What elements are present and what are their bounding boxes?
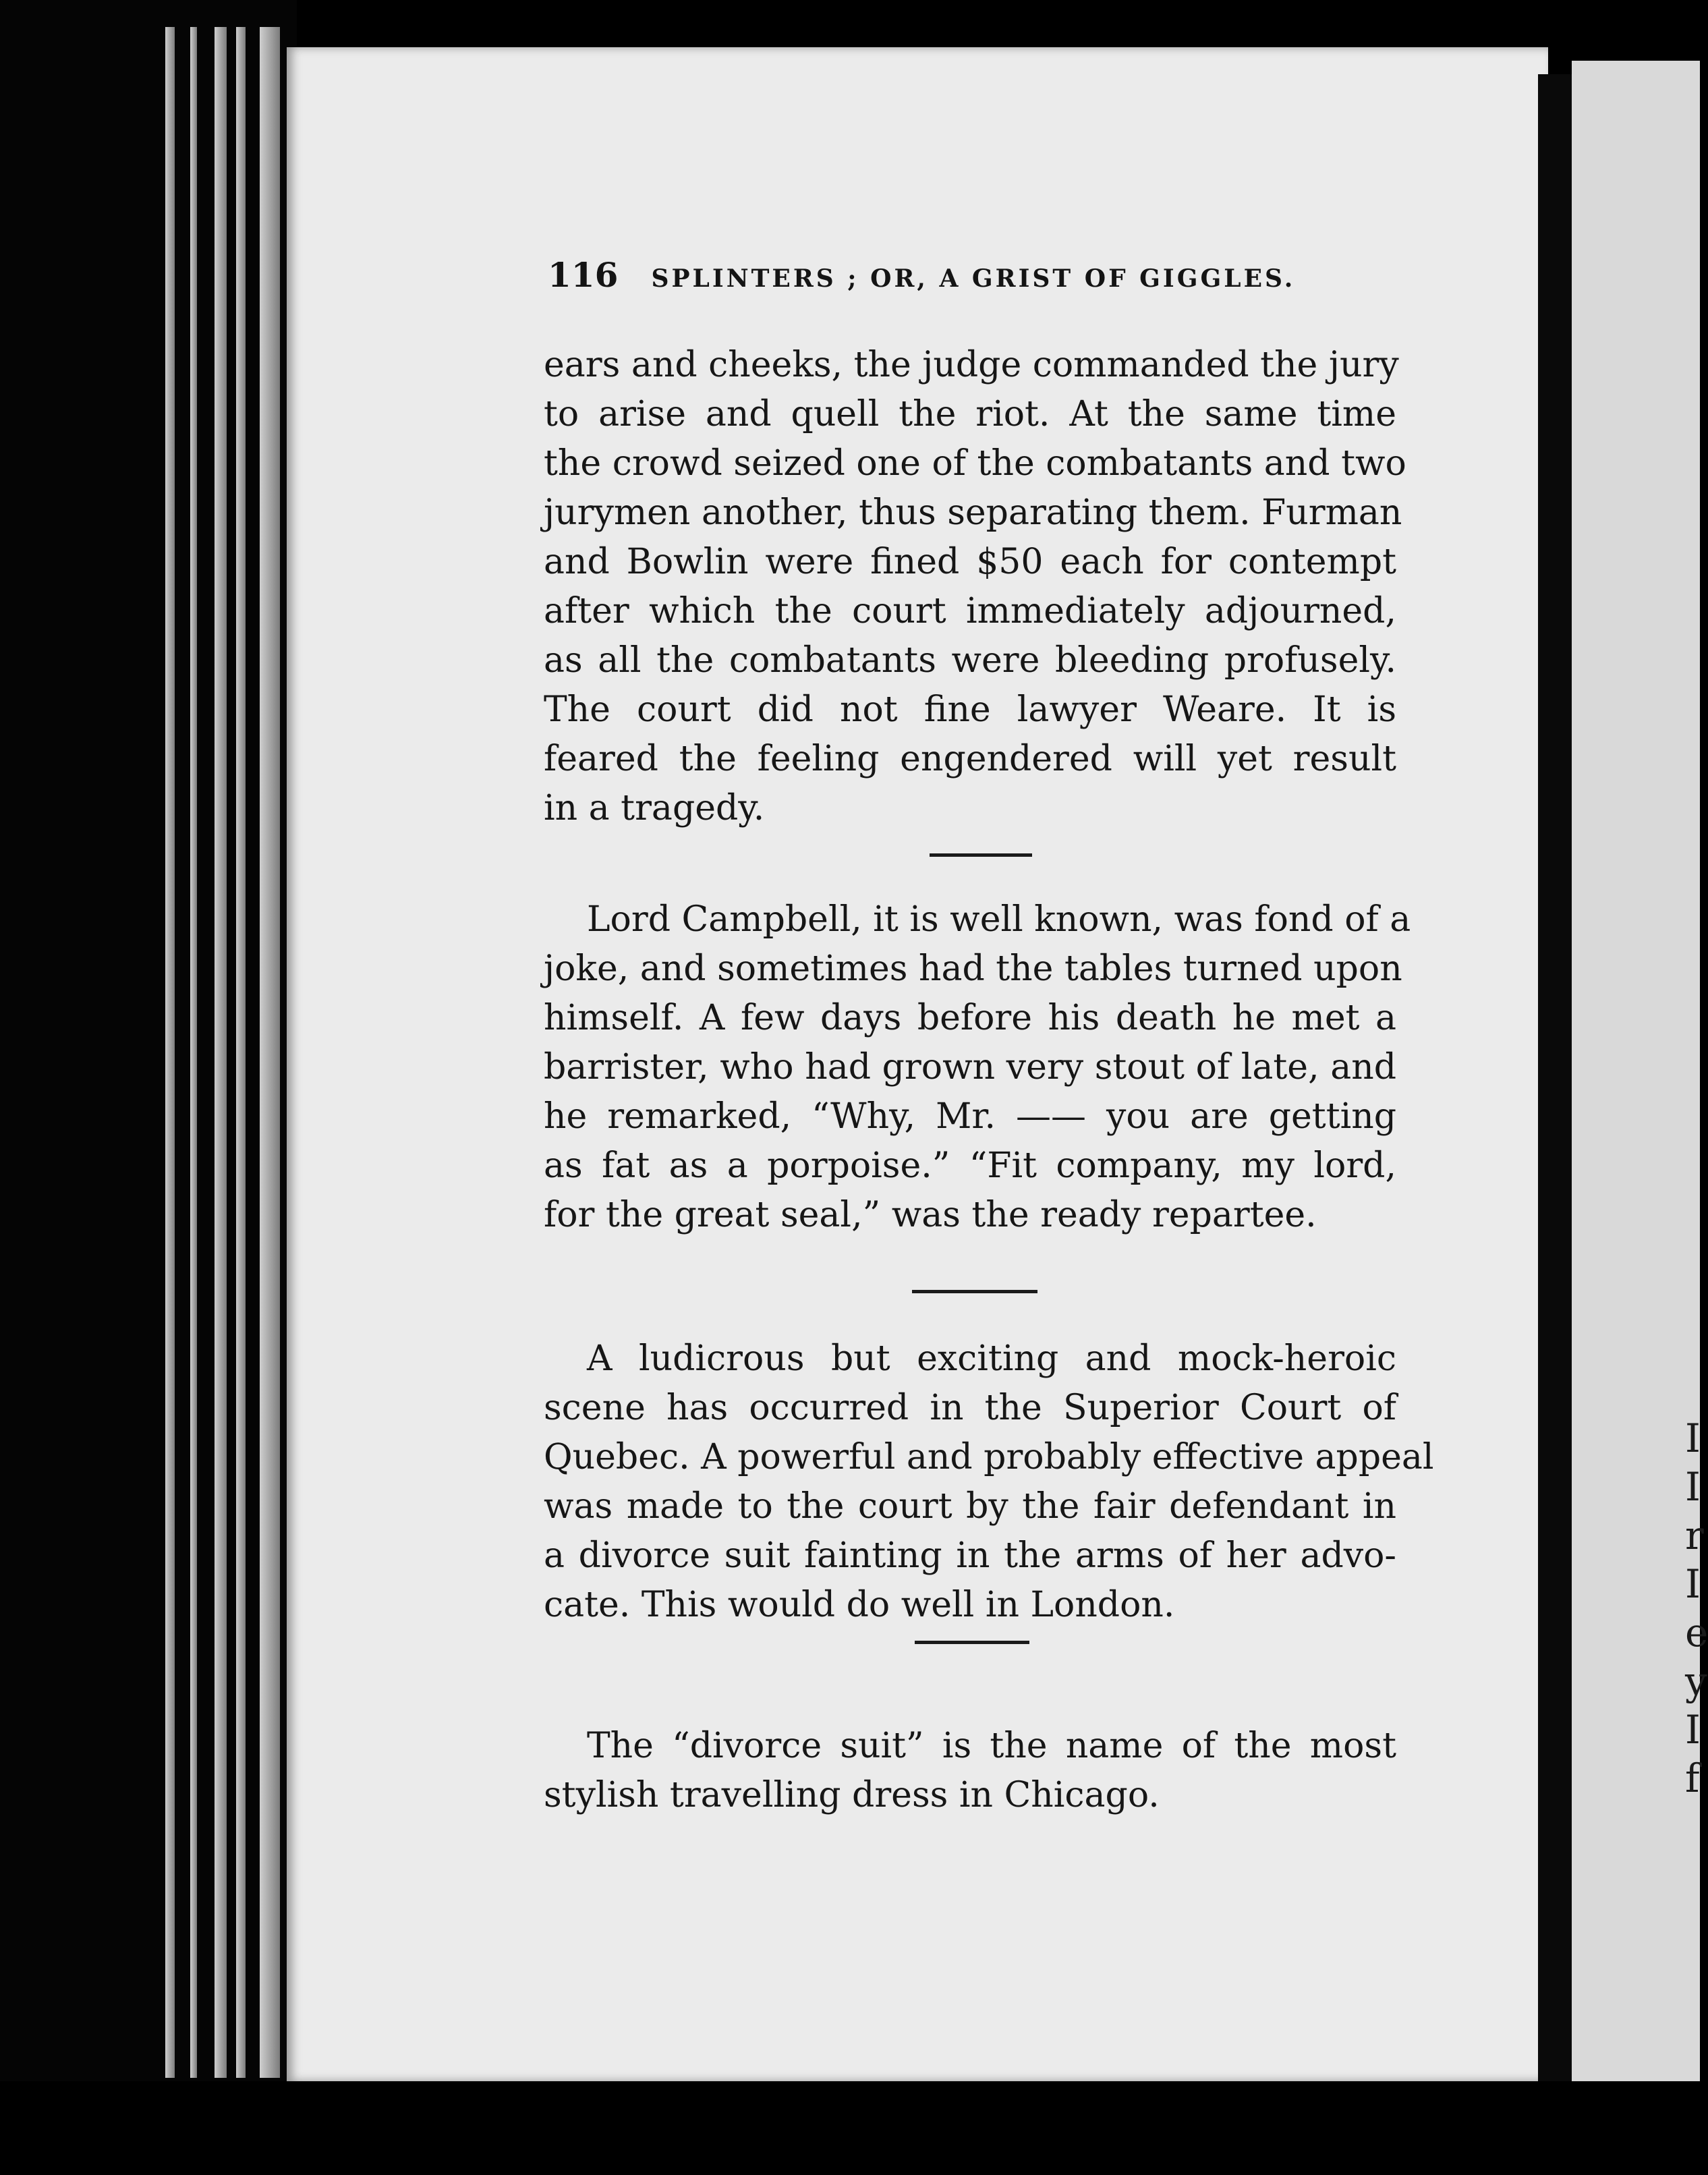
scan-border	[0, 2081, 1700, 2175]
page-edge-line	[260, 27, 280, 2078]
running-header	[548, 255, 1425, 309]
text-line: the crowd seized one of the combatants and two	[544, 443, 1406, 484]
facing-glyph: I	[1685, 1561, 1701, 1607]
text-line: The court did not fine lawyer Weare. It is	[544, 689, 1396, 730]
book-spine	[0, 0, 297, 2175]
text-line: himself. A few days before his death he met a	[544, 998, 1396, 1038]
text-line: The “divorce suit” is the name of the most	[587, 1726, 1396, 1766]
text-line: to arise and quell the riot. At the same time	[544, 394, 1396, 434]
paragraph-2	[544, 895, 1411, 1240]
running-title: SPLINTERS ; OR, A GRIST OF GIGGLES.	[651, 264, 1296, 293]
facing-glyph: r	[1685, 1513, 1704, 1558]
text-line: barrister, who had grown very stout of late, and	[544, 1047, 1396, 1088]
text-line: cate. This would do well in London.	[544, 1585, 1175, 1625]
section-divider	[915, 1641, 1029, 1644]
section-divider	[912, 1290, 1037, 1293]
text-line: jurymen another, thus separating them. Furman	[544, 492, 1402, 533]
text-line: a divorce suit fainting in the arms of her advo-	[544, 1535, 1396, 1576]
page-edge-line	[190, 27, 197, 2078]
facing-glyph: y	[1685, 1658, 1707, 1704]
page-gutter	[1538, 74, 1572, 2098]
text-line: A ludicrous but exciting and mock-heroic	[587, 1338, 1396, 1379]
facing-glyph: I	[1685, 1464, 1701, 1510]
text-line: as fat as a porpoise.” “Fit company, my lord,	[544, 1146, 1396, 1186]
text-line: stylish travelling dress in Chicago.	[544, 1775, 1160, 1815]
text-line: in a tragedy.	[544, 788, 765, 828]
text-line: Lord Campbell, it is well known, was fond of a	[587, 899, 1411, 940]
text-line: he remarked, “Why, Mr. —— you are getting	[544, 1096, 1396, 1137]
page-edge-line	[215, 27, 227, 2078]
text-line: for the great seal,” was the ready repartee.	[544, 1195, 1317, 1235]
text-line: scene has occurred in the Superior Court of	[544, 1388, 1396, 1428]
text-line: feared the feeling engendered will yet result	[544, 739, 1396, 779]
text-line: was made to the court by the fair defendant in	[544, 1486, 1396, 1527]
paragraph-3	[544, 1334, 1434, 1630]
facing-glyph: e	[1685, 1610, 1708, 1656]
facing-page	[1572, 61, 1708, 2105]
text-line: after which the court immediately adjourned,	[544, 591, 1396, 631]
text-line: ears and cheeks, the judge commanded the jury	[544, 345, 1399, 385]
facing-glyph: f	[1685, 1755, 1700, 1801]
text-line: as all the combatants were bleeding profusely.	[544, 640, 1396, 681]
facing-glyph: I	[1685, 1415, 1701, 1461]
paragraph-1	[544, 341, 1406, 833]
page-edge-line	[165, 27, 175, 2078]
text-line: Quebec. A powerful and probably effective appeal	[544, 1437, 1434, 1477]
text-line: and Bowlin were fined $50 each for contempt	[544, 542, 1396, 582]
page-edge-line	[236, 27, 246, 2078]
text-line: joke, and sometimes had the tables turned upon	[544, 949, 1402, 989]
facing-page-text	[1685, 1414, 1708, 1803]
page-number: 116	[548, 255, 619, 295]
paragraph-4	[544, 1722, 1396, 1820]
facing-glyph: I	[1685, 1707, 1701, 1753]
section-divider	[930, 853, 1032, 857]
